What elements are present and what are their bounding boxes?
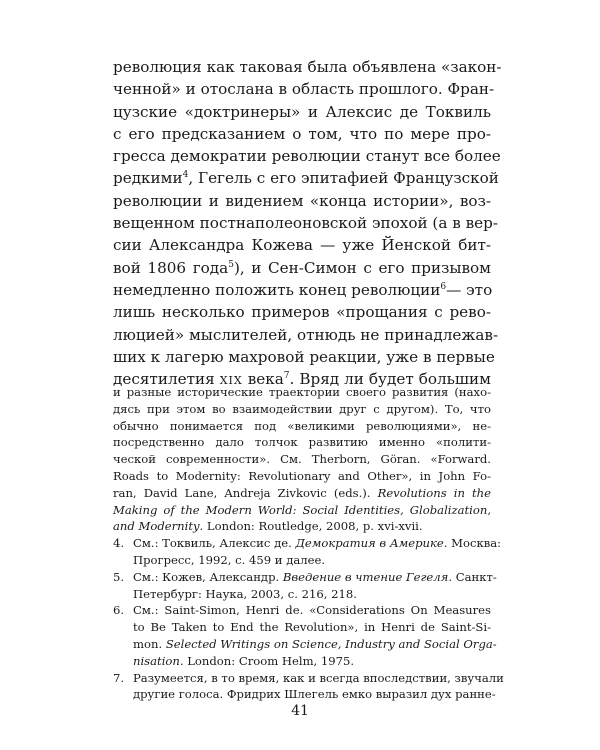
footnote-title: nisation bbox=[133, 653, 180, 668]
main-line: революция как таковая была объявлена «закон- bbox=[113, 58, 502, 76]
footnote-text: . Санкт- bbox=[448, 569, 497, 584]
main-line: ченной» и отослана в область прошлого. Фран- bbox=[113, 80, 495, 99]
page-number: 41 bbox=[291, 703, 309, 719]
main-line: люцией» мыслителей, отнюдь не принадлежав- bbox=[113, 325, 499, 344]
main-text-fragment: . Вряд ли будет большим bbox=[289, 370, 491, 389]
footnote-title: Демократия в Америке bbox=[295, 536, 444, 551]
footnote-text: . London: Routledge, 2008, p. xvi-xvii. bbox=[199, 519, 423, 534]
footnote-line: Петербург: Наука, 2003, с. 216, 218. bbox=[133, 586, 357, 601]
main-line: с его предсказанием о том, что по мере про- bbox=[113, 124, 491, 143]
main-line: ших к лагерю махровой реакции, уже в первые bbox=[113, 347, 495, 366]
footnote-line: обычно понимается под «великими революциями», не- bbox=[113, 418, 491, 433]
main-line: лишь несколько примеров «прощания с рево- bbox=[113, 303, 491, 322]
footnote-line: посредственно дало толчок развитию именно «полити- bbox=[113, 435, 491, 450]
footnote-line: ческой современности». См. Therborn, Göran. «Forward. bbox=[113, 452, 491, 467]
footnote-title: Revolutions in the bbox=[377, 485, 492, 500]
footnote-text: . Москва: bbox=[443, 536, 502, 551]
footnote-line: другие голоса. Фридрих Шлегель емко выразил дух ранне- bbox=[133, 687, 496, 702]
main-line: гресса демократии революции станут все более bbox=[113, 147, 501, 166]
footnote-text: См.: Токвиль, Алексис де. bbox=[133, 536, 296, 551]
main-text-fragment: ), и Сен-Симон с его призывом bbox=[233, 258, 491, 277]
footnote-title: Введение в чтение Гегеля bbox=[282, 569, 449, 584]
footnote-text: mon. bbox=[133, 636, 166, 651]
main-line bbox=[113, 167, 499, 189]
main-line: вещенном постнаполеоновской эпохой (а в вер- bbox=[113, 214, 498, 233]
footnote-line: Прогресс, 1992, с. 459 и далее. bbox=[133, 552, 326, 567]
footnote-text: См.: Кожев, Александр. bbox=[133, 569, 283, 584]
footnote-item bbox=[113, 569, 497, 603]
main-text-fragment: вой 1806 года bbox=[113, 258, 229, 277]
footnotes bbox=[113, 384, 504, 703]
footnote-line: См.: Saint-Simon, Henri de. «Considerations On Measures bbox=[133, 603, 491, 618]
footnote-line bbox=[113, 569, 497, 586]
footnote-line bbox=[113, 535, 502, 552]
footnote-item bbox=[113, 535, 502, 569]
footnote-line bbox=[113, 502, 491, 519]
main-text-fragment: десятилетия bbox=[113, 370, 220, 389]
footnote-line: Разумеется, в то время, как и всегда впоследствии, звучали bbox=[133, 670, 504, 685]
main-text bbox=[113, 56, 502, 390]
footnote-text: ran, David Lane, Andreja Zivkovic (eds.). bbox=[113, 485, 378, 500]
main-text-fragment: , Гегель с его эпитафией Французской bbox=[188, 169, 499, 188]
footnote-title: Making of the Modern World: Social Identities, Globalization, bbox=[113, 502, 491, 517]
main-line: цузские «доктринеры» и Алексис де Токвиль bbox=[113, 102, 491, 121]
main-line bbox=[113, 279, 491, 301]
footnote-mark: 4 bbox=[182, 170, 189, 181]
footnote-item bbox=[113, 670, 504, 704]
footnote-mark: 5 bbox=[228, 259, 234, 270]
footnote-line: Roads to Modernity: Revolutionary and Other», in John Fo- bbox=[113, 468, 491, 483]
footnote-line bbox=[113, 636, 497, 653]
footnote-line bbox=[113, 485, 491, 502]
footnote-line bbox=[113, 518, 491, 535]
footnote-text: . London: Croom Helm, 1975. bbox=[179, 653, 355, 668]
footnote-mark: 7 bbox=[283, 371, 290, 382]
footnote-number: 4. bbox=[113, 536, 125, 551]
footnote-line: дясь при этом во взаимодействии друг с другом). То, что bbox=[113, 401, 491, 416]
footnote-mark: 6 bbox=[440, 281, 447, 292]
footnote-line: и разные исторические траектории своего развития (нахо- bbox=[113, 385, 491, 399]
century-numeral: xix bbox=[219, 370, 243, 389]
footnote-title: Selected Writings on Science, Industry and Social Orga- bbox=[165, 636, 497, 651]
main-text-fragment: века bbox=[242, 370, 284, 389]
footnote-number: 5. bbox=[113, 569, 125, 584]
footnote-item bbox=[113, 602, 497, 669]
main-text-fragment: редкими bbox=[113, 169, 183, 188]
main-text-fragment: — это bbox=[446, 280, 493, 299]
main-line: революции и видением «конца истории», воз- bbox=[113, 191, 491, 210]
footnote-number: 7. bbox=[113, 670, 125, 685]
footnote-line bbox=[113, 653, 491, 670]
main-line bbox=[113, 257, 491, 279]
main-text-fragment: немедленно положить конец революции bbox=[113, 280, 441, 299]
footnote-title: and Modernity bbox=[113, 519, 200, 534]
main-line: сии Александра Кожева — уже Йенской бит- bbox=[113, 236, 491, 255]
footnote-line: to Be Taken to End the Revolution», in Henri de Saint-Si- bbox=[133, 620, 491, 635]
footnote-number: 6. bbox=[113, 603, 125, 618]
